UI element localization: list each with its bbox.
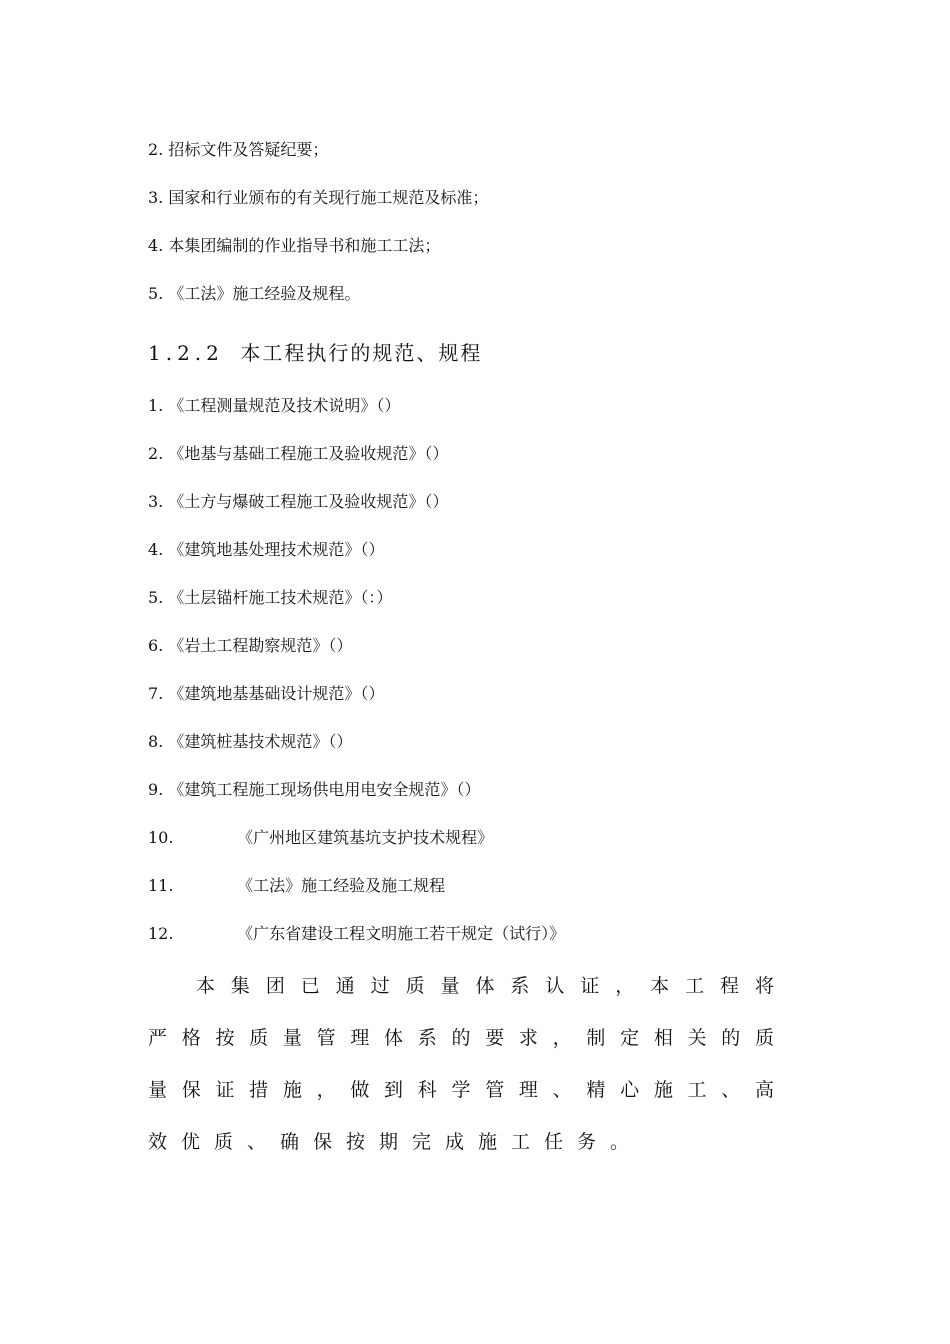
basis-item-text: 《工法》施工经验及规程。 (168, 284, 361, 303)
standard-text: 《建筑工程施工现场供电用电安全规范》（） (168, 780, 481, 799)
standard-text: 《土方与爆破工程施工及验收规范》（） (168, 492, 449, 511)
standard-text: 《工程测量规范及技术说明》（） (168, 396, 401, 415)
standard-item (148, 540, 384, 560)
basis-item-number: 2. (148, 140, 164, 159)
standard-item (148, 732, 352, 752)
standard-number: 10. (148, 828, 174, 847)
standard-item (148, 588, 392, 608)
standard-text: 《建筑地基处理技术规范》（） (168, 540, 385, 559)
standard-number: 12. (148, 924, 174, 943)
basis-item-number: 5. (148, 284, 164, 303)
standard-number: 5. (148, 588, 164, 607)
standard-number: 1. (148, 396, 164, 415)
basis-item (148, 284, 360, 304)
basis-item-number: 3. (148, 188, 164, 207)
basis-item (148, 188, 488, 208)
standard-number: 7. (148, 684, 164, 703)
standard-text: 《建筑桩基技术规范》（） (168, 732, 353, 751)
standard-item (148, 396, 400, 416)
standard-number: 9. (148, 780, 164, 799)
section-number: 1.2.2 (148, 341, 224, 365)
standard-number: 8. (148, 732, 164, 751)
standard-text: 《广州地区建筑基坑支护技术规程》 (237, 828, 494, 847)
standard-item (148, 876, 445, 896)
standard-item (148, 444, 448, 464)
basis-item-text: 本集团编制的作业指导书和施工工法； (168, 236, 441, 255)
section-title: 本工程执行的规范、规程 (240, 341, 483, 365)
standard-number: 4. (148, 540, 164, 559)
standard-number: 11. (148, 876, 174, 895)
standard-text: 《建筑地基基础设计规范》（） (168, 684, 385, 703)
standard-item (148, 492, 448, 512)
basis-item-number: 4. (148, 236, 164, 255)
standard-text: 《广东省建设工程文明施工若干规定（试行）》 (237, 924, 566, 943)
standard-text: 《土层锚杆施工技术规范》（：） (168, 588, 393, 607)
standard-number: 3. (148, 492, 164, 511)
basis-item (148, 140, 328, 160)
standard-item (148, 780, 480, 800)
standard-text: 《工法》施工经验及施工规程 (237, 876, 446, 895)
section-heading (148, 340, 482, 366)
standard-number: 2. (148, 444, 164, 463)
standard-item (148, 636, 352, 656)
standard-item (148, 924, 565, 944)
basis-item (148, 236, 440, 256)
basis-item-text: 招标文件及答疑纪要； (168, 140, 329, 159)
standard-text: 《地基与基础工程施工及验收规范》（） (168, 444, 449, 463)
basis-item-text: 国家和行业颁布的有关现行施工规范及标准； (168, 188, 489, 207)
closing-paragraph: 本集团已通过质量体系认证，本工程将严格按质量管理体系的要求，制定相关的质量保证措施，做到科学管理、精心施工、高效优质、确保按期完成施工任务。 (148, 975, 788, 1153)
standard-number: 6. (148, 636, 164, 655)
standard-item (148, 828, 493, 848)
standard-text: 《岩土工程勘察规范》（） (168, 636, 353, 655)
standard-item (148, 684, 384, 704)
